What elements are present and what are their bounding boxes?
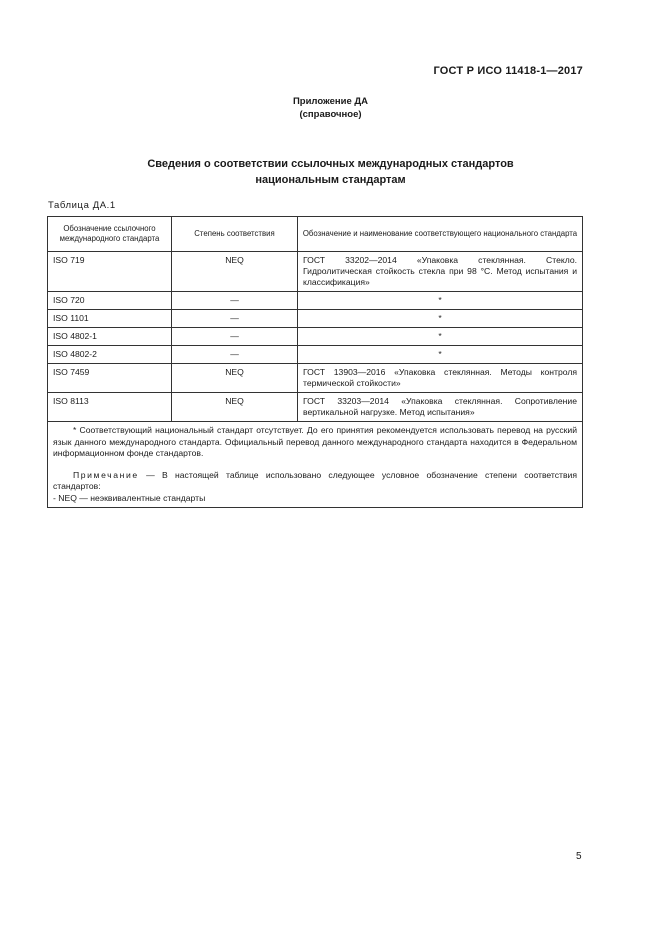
table-row	[48, 328, 583, 346]
cell-national: *	[298, 328, 583, 346]
table-notes	[48, 422, 583, 508]
cell-standard: ISO 4802-1	[48, 328, 172, 346]
cell-standard: ISO 4802-2	[48, 346, 172, 364]
cell-national: ГОСТ 13903—2016 «Упаковка стеклянная. Методы контроля термической стойкости»	[298, 364, 583, 393]
section-title-line-1: Сведения о соответствии ссылочных международных стандартов	[147, 158, 514, 170]
cell-national: *	[298, 310, 583, 328]
cell-national: ГОСТ 33203—2014 «Упаковка стеклянная. Сопротивление вертикальной нагрузке. Метод испытания»	[298, 393, 583, 422]
cell-degree: —	[172, 328, 298, 346]
table-row	[48, 393, 583, 422]
cell-degree: —	[172, 292, 298, 310]
cell-standard: ISO 719	[48, 252, 172, 292]
header-national-standard: Обозначение и наименование соответствующего национального стандарта	[298, 217, 583, 252]
table-row	[48, 292, 583, 310]
cell-national: *	[298, 292, 583, 310]
header-degree: Степень соответствия	[172, 217, 298, 252]
cell-degree: NEQ	[172, 364, 298, 393]
table-row	[48, 252, 583, 292]
table-row	[48, 364, 583, 393]
cell-standard: ISO 1101	[48, 310, 172, 328]
cell-national: ГОСТ 33202—2014 «Упаковка стеклянная. Стекло. Гидролитическая стойкость стекла при 98 °С. Метод испытания и классификация»	[298, 252, 583, 292]
table-row	[48, 310, 583, 328]
note-text: — В настоящей таблице использовано следующее условное обозначение степени соответствия стандартов:	[53, 469, 578, 491]
document-code: ГОСТ Р ИСО 11418-1—2017	[433, 65, 583, 77]
correspondence-table	[47, 216, 583, 508]
cell-degree: —	[172, 346, 298, 364]
cell-degree: NEQ	[172, 393, 298, 422]
annex-subtitle: (справочное)	[299, 109, 362, 120]
cell-standard: ISO 7459	[48, 364, 172, 393]
table-caption: Таблица ДА.1	[48, 200, 116, 211]
annex-title: Приложение ДА	[292, 96, 369, 107]
table-note	[53, 470, 577, 493]
cell-standard: ISO 720	[48, 292, 172, 310]
table-row	[48, 346, 583, 364]
header-international-standard: Обозначение ссылочного международного стандарта	[48, 217, 172, 252]
table-header-row	[48, 217, 583, 252]
neq-definition: - NEQ — неэквивалентные стандарты	[53, 492, 206, 503]
cell-standard: ISO 8113	[48, 393, 172, 422]
note-label: Примечание	[73, 469, 139, 480]
cell-degree: —	[172, 310, 298, 328]
cell-national: *	[298, 346, 583, 364]
section-title	[0, 156, 661, 188]
section-title-line-2: национальным стандартам	[255, 174, 406, 186]
table-notes-row	[48, 422, 583, 508]
cell-degree: NEQ	[172, 252, 298, 292]
page-number: 5	[576, 851, 582, 862]
table-footnote: * Соответствующий национальный стандарт отсутствует. До его принятия рекомендуется использовать перевод на русский язык данного международного стандарта. Официальный перевод данного международного стандарта находится в Федеральном информационном фонде стандартов.	[53, 425, 577, 458]
annex-heading	[0, 95, 661, 121]
